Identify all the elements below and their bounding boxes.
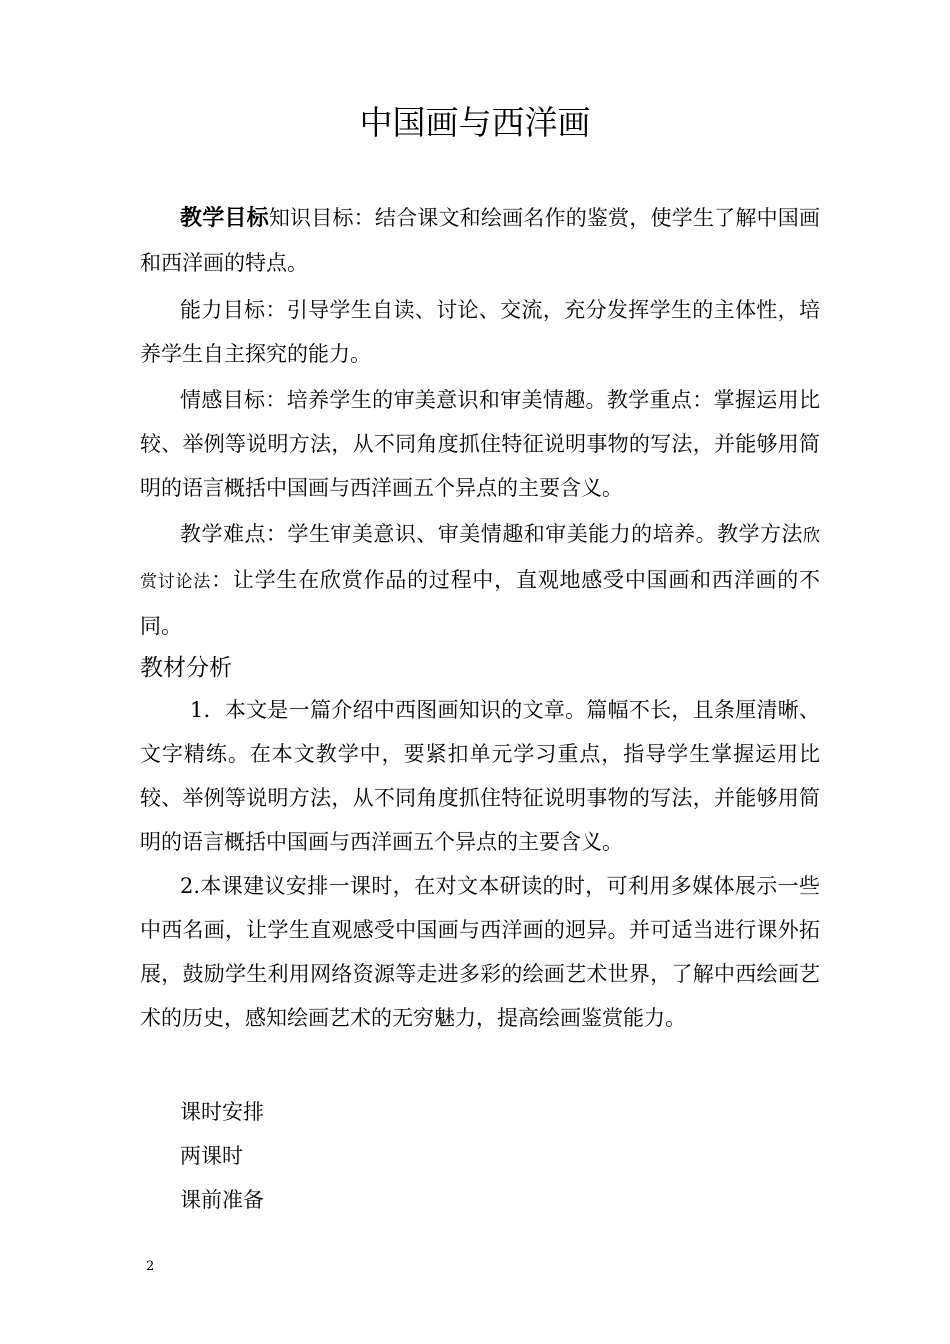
method-name: 欣赏讨论法 bbox=[140, 526, 820, 592]
document-title: 中国画与西洋画 bbox=[359, 103, 591, 142]
teaching-goals-label: 教学目标 bbox=[180, 206, 269, 231]
difficulty-text-b: ：让学生在欣赏作品的过程中，直观地感受中国画和西洋画的不同。 bbox=[140, 568, 821, 638]
paragraph-analysis-2: 2.本课建议安排一课时，在对文本研读的时，可利用多媒体展示一些中西名画，让学生直观感受中国画与西洋画的迥异。并可适当进行课外拓展，鼓励学生利用网络资源等走进多彩的绘画艺术世界，了解中西绘画艺术的历史，感知绘画艺术的无穷魅力，提高绘画鉴赏能力。 bbox=[140, 874, 820, 1030]
knowledge-goal-text: 知识目标：结合课文和绘画名作的鉴赏，使学生了解中国画和西洋画的特点。 bbox=[140, 206, 820, 275]
difficulty-text-a: 教学难点：学生审美意识、审美情趣和审美能力的培养。教学方法 bbox=[180, 522, 803, 546]
paragraph-emotion-goal: 情感目标：培养学生的审美意识和审美情趣。教学重点：掌握运用比较、举例等说明方法，从不同角度抓住特征说明事物的写法，并能够用简明的语言概括中国画与西洋画五个异点的主要含义。 bbox=[140, 388, 820, 500]
lesson-schedule-label: 课时安排 bbox=[180, 1100, 264, 1124]
paragraph-ability-goal: 能力目标：引导学生自读、讨论、交流，充分发挥学生的主体性，培养学生自主探究的能力。 bbox=[140, 298, 820, 366]
preparation-label: 课前准备 bbox=[180, 1188, 264, 1212]
section-heading: 教材分析 bbox=[140, 655, 232, 681]
paragraph-analysis-1: 1．本文是一篇介绍中西图画知识的文章。篇幅不长，且条厘清晰、文字精练。在本文教学中，要紧扣单元学习重点，指导学生掌握运用比较、举例等说明方法，从不同角度抓住特征说明事物的写法，并能够用简明的语言概括中国画与西洋画五个异点的主要含义。 bbox=[140, 698, 820, 854]
paragraph-teaching-goals bbox=[140, 196, 820, 285]
lesson-count: 两课时 bbox=[180, 1144, 243, 1168]
page-number: 2 bbox=[146, 1259, 155, 1274]
paragraph-difficulty bbox=[140, 512, 820, 648]
